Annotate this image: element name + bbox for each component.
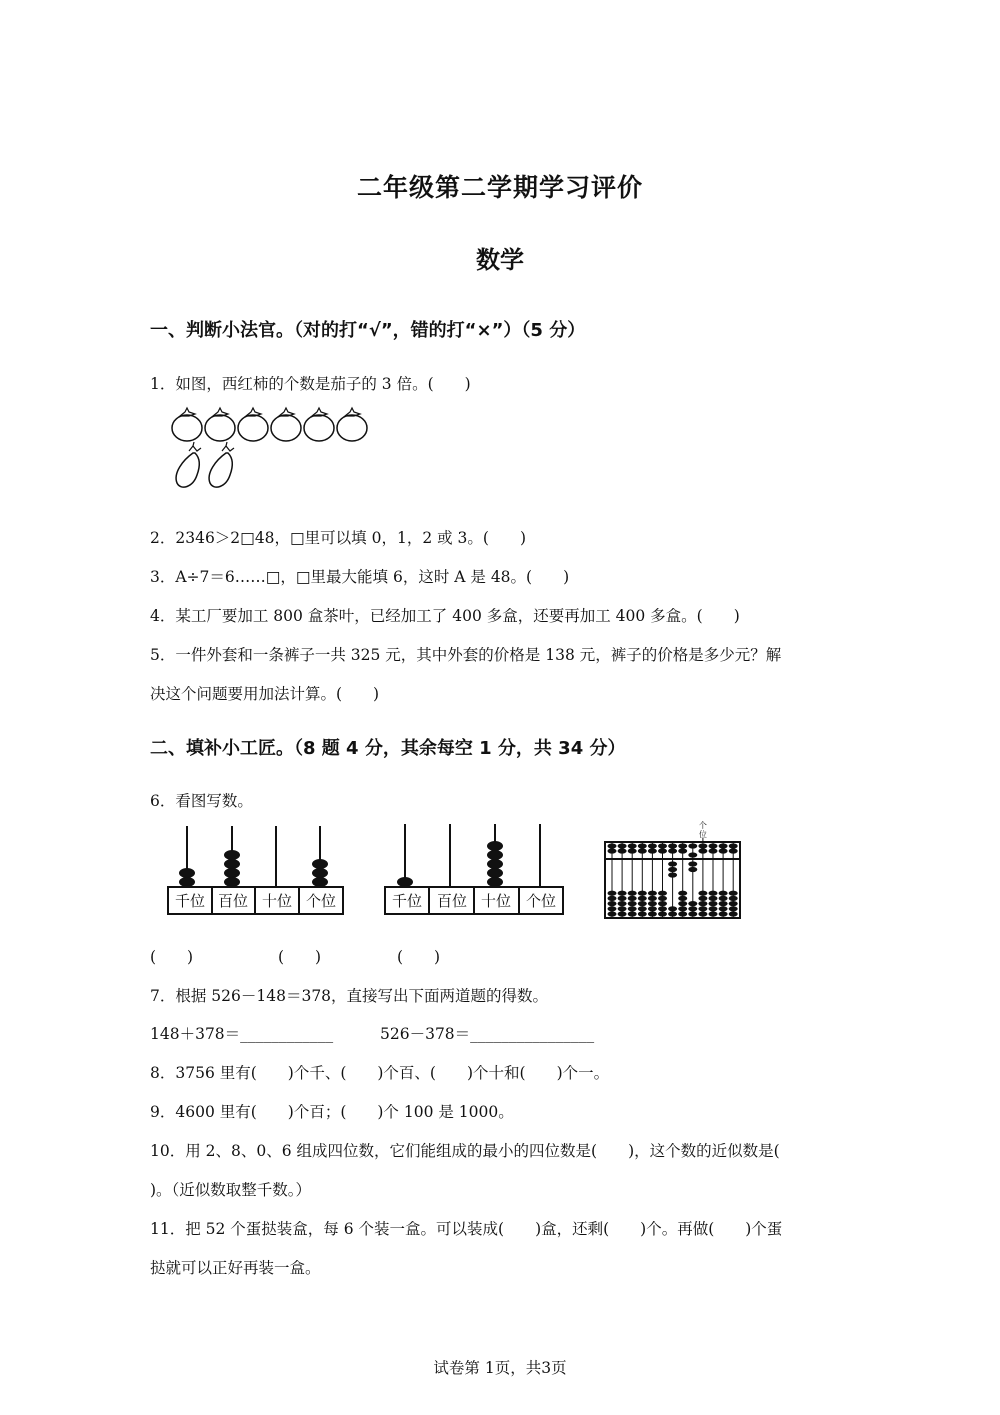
question-7: 7．根据 526－148＝378，直接写出下面两道题的得数。 <box>150 987 549 1005</box>
suanpan-bead <box>608 906 617 911</box>
place-label: 个位 <box>525 892 557 910</box>
suanpan-bead <box>688 843 697 848</box>
suanpan-bead <box>618 896 627 901</box>
place-label: 千位 <box>391 892 423 910</box>
suanpan-bead <box>719 911 728 916</box>
suanpan-bead <box>729 896 738 901</box>
suanpan-bead <box>678 891 687 896</box>
suanpan-bead <box>709 906 718 911</box>
place-label: 十位 <box>480 892 512 910</box>
suanpan-bead <box>638 896 647 901</box>
question-7b: 526－378＝________________ <box>380 1025 595 1043</box>
suanpan-bead <box>628 911 637 916</box>
suanpan-bead <box>688 911 697 916</box>
suanpan-bead <box>719 896 728 901</box>
suanpan-bead <box>688 852 697 857</box>
q6-blank-1: ( ) <box>150 948 194 966</box>
suanpan-bead <box>618 911 627 916</box>
suanpan-bead <box>638 848 647 853</box>
suanpan-bead <box>729 906 738 911</box>
suanpan-bead <box>709 911 718 916</box>
suanpan-bead <box>658 906 667 911</box>
suanpan-abacus <box>603 820 743 920</box>
suanpan-bead <box>638 843 647 848</box>
question-8: 8．3756 里有( )个千、( )个百、( )个十和( )个一。 <box>150 1064 610 1082</box>
suanpan-bead <box>698 848 707 853</box>
eggplant-icon <box>176 442 201 487</box>
suanpan-bead <box>729 843 738 848</box>
suanpan-bead <box>658 891 667 896</box>
suanpan-bead <box>608 896 617 901</box>
suanpan-unit-label: 位 <box>698 830 707 839</box>
suanpan-bead <box>729 848 738 853</box>
suanpan-bead <box>608 901 617 906</box>
page-footer: 试卷第 1页，共3页 <box>433 1359 567 1377</box>
suanpan-bead <box>648 848 657 853</box>
suanpan-bead <box>729 901 738 906</box>
suanpan-bead <box>608 911 617 916</box>
question-6: 6．看图写数。 <box>150 792 253 810</box>
tomato-icon <box>271 408 301 441</box>
place-label: 个位 <box>305 892 337 910</box>
suanpan-bead <box>709 901 718 906</box>
tomato-icon <box>172 408 202 441</box>
suanpan-bead <box>658 843 667 848</box>
place-label: 百位 <box>217 892 249 910</box>
suanpan-bead <box>618 848 627 853</box>
suanpan-bead <box>628 891 637 896</box>
abacus-rods <box>187 826 320 886</box>
question-11-line1: 11．把 52 个蛋挞装盒，每 6 个装一盒。可以装成( )盒，还剩( )个。再做( )个蛋 <box>150 1220 783 1238</box>
tomato-icon <box>205 408 235 441</box>
suanpan-bead <box>608 848 617 853</box>
suanpan-bead <box>719 843 728 848</box>
suanpan-bead <box>668 906 677 911</box>
suanpan-bead <box>618 843 627 848</box>
suanpan-bead <box>719 906 728 911</box>
suanpan-bead <box>628 848 637 853</box>
suanpan-bead <box>698 891 707 896</box>
place-label: 千位 <box>174 892 206 910</box>
suanpan-bead <box>668 848 677 853</box>
suanpan-bead <box>658 896 667 901</box>
suanpan-bead <box>618 891 627 896</box>
question-5-line1: 5．一件外套和一条裤子一共 325 元，其中外套的价格是 138 元，裤子的价格是多少元？解 <box>150 646 782 664</box>
suanpan-bead <box>688 861 697 866</box>
suanpan-bead <box>608 843 617 848</box>
page-title: 二年级第二学期学习评价 <box>356 173 643 202</box>
suanpan-bead <box>709 843 718 848</box>
suanpan-bead <box>648 896 657 901</box>
suanpan-bead <box>698 896 707 901</box>
suanpan-bead <box>688 867 697 872</box>
suanpan-bead <box>648 906 657 911</box>
suanpan-bead <box>648 911 657 916</box>
suanpan-bead <box>678 901 687 906</box>
tomato-icon <box>238 408 268 441</box>
suanpan-bead <box>688 901 697 906</box>
suanpan-bead <box>698 901 707 906</box>
suanpan-bead <box>709 848 718 853</box>
question-10-line2: )。（近似数取整千数。） <box>150 1181 312 1199</box>
suanpan-bead <box>628 901 637 906</box>
suanpan-bead <box>678 911 687 916</box>
suanpan-bead <box>719 901 728 906</box>
suanpan-bead <box>668 872 677 877</box>
suanpan-bead <box>709 891 718 896</box>
question-5-line2: 决这个问题要用加法计算。( ) <box>150 685 380 703</box>
subject-title: 数学 <box>476 246 524 274</box>
question-3: 3．A÷7＝6……□，□里最大能填 6，这时 A 是 48。( ) <box>150 568 570 586</box>
suanpan-bead <box>648 901 657 906</box>
suanpan-bead <box>638 901 647 906</box>
suanpan-bead <box>698 906 707 911</box>
question-9: 9．4600 里有( )个百；( )个 100 是 1000。 <box>150 1103 514 1121</box>
suanpan-bead <box>648 891 657 896</box>
suanpan-bead <box>638 911 647 916</box>
suanpan-bead <box>729 911 738 916</box>
suanpan-bead <box>628 896 637 901</box>
suanpan-bead <box>729 891 738 896</box>
question-7a: 148＋378＝____________ <box>150 1025 334 1043</box>
q6-blank-3: ( ) <box>397 948 441 966</box>
abacus-2 <box>382 820 567 920</box>
suanpan-bead <box>698 911 707 916</box>
tomato-icon <box>337 408 367 441</box>
place-label: 百位 <box>436 892 468 910</box>
abacus-1 <box>165 820 345 920</box>
abacus-beads <box>179 850 328 887</box>
suanpan-bead <box>648 843 657 848</box>
suanpan-bead <box>668 861 677 866</box>
tomato-icon <box>304 408 334 441</box>
suanpan-bead <box>638 891 647 896</box>
q6-blank-2: ( ) <box>278 948 322 966</box>
suanpan-bead <box>698 843 707 848</box>
suanpan-bead <box>628 906 637 911</box>
suanpan-bead <box>668 843 677 848</box>
question-10-line1: 10．用 2、8、0、6 组成四位数，它们能组成的最小的四位数是( )，这个数的近似数是( <box>150 1142 780 1160</box>
suanpan-unit-label: 个 <box>698 821 707 830</box>
section2-heading: 二、填补小工匠。（8 题 4 分，其余每空 1 分，共 34 分） <box>150 738 626 759</box>
suanpan-bead <box>618 901 627 906</box>
suanpan-bead <box>668 911 677 916</box>
suanpan-bead <box>709 896 718 901</box>
suanpan-bead <box>638 906 647 911</box>
suanpan-bead <box>678 896 687 901</box>
question-1: 1．如图，西红柿的个数是茄子的 3 倍。( ) <box>150 375 471 393</box>
question-4: 4．某工厂要加工 800 盒茶叶，已经加工了 400 多盒，还要再加工 400 多盒。( ) <box>150 607 740 625</box>
suanpan-bead <box>658 911 667 916</box>
suanpan-bead <box>719 848 728 853</box>
abacus-rods <box>405 824 540 886</box>
suanpan-bead <box>668 867 677 872</box>
tomato-eggplant-figure <box>165 405 375 490</box>
section1-heading: 一、判断小法官。（对的打“√”，错的打“×”）（5 分） <box>150 320 586 341</box>
eggplant-icon <box>209 442 234 487</box>
suanpan-bead <box>658 848 667 853</box>
suanpan-bead <box>719 891 728 896</box>
suanpan-bead <box>678 843 687 848</box>
question-2: 2．2346＞2□48，□里可以填 0，1，2 或 3。( ) <box>150 529 527 547</box>
suanpan-bead <box>688 906 697 911</box>
suanpan-bead <box>628 843 637 848</box>
suanpan-bead <box>658 901 667 906</box>
suanpan-bead <box>608 891 617 896</box>
suanpan-bead <box>678 906 687 911</box>
place-label: 十位 <box>261 892 293 910</box>
question-11-line2: 挞就可以正好再装一盒。 <box>150 1259 321 1277</box>
suanpan-bead <box>678 848 687 853</box>
suanpan-bead <box>618 906 627 911</box>
